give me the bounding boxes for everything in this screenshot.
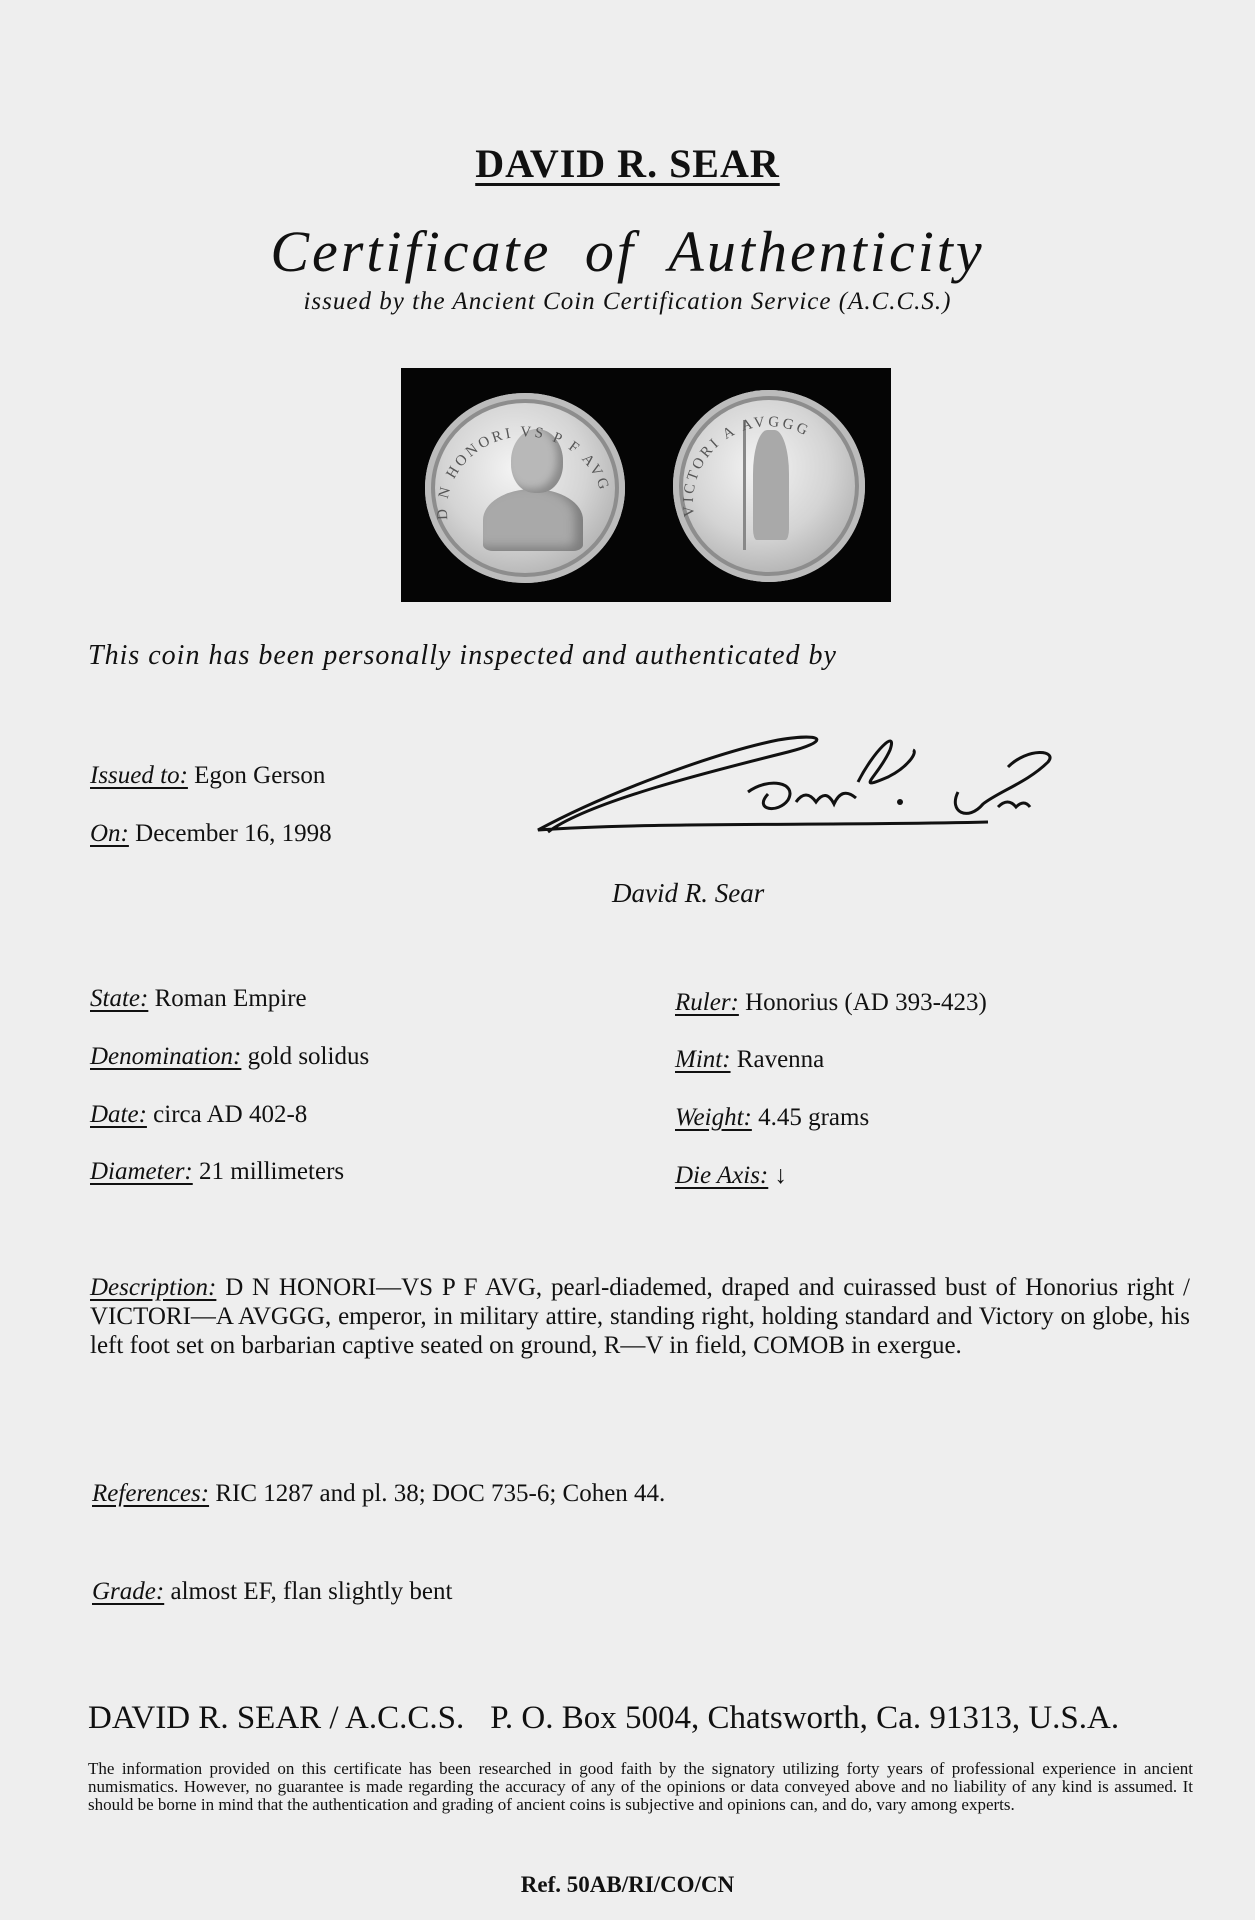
certificate-title: Certificate of Authenticity xyxy=(270,219,985,284)
description-label: Description: xyxy=(90,1274,217,1301)
signer-name: David R. Sear xyxy=(612,878,765,908)
detail-value: Roman Empire xyxy=(154,985,307,1012)
detail-value: ↓ xyxy=(774,1162,788,1189)
detail-mint xyxy=(675,1046,824,1074)
detail-label: Ruler: xyxy=(675,989,739,1016)
references-value: RIC 1287 and pl. 38; DOC 735-6; Cohen 44. xyxy=(215,1480,666,1507)
issue-date-row xyxy=(90,820,332,848)
grade xyxy=(92,1578,452,1606)
detail-state xyxy=(90,985,307,1013)
issued-to-label: Issued to: xyxy=(90,762,188,789)
detail-ruler xyxy=(675,989,987,1017)
description xyxy=(90,1273,1190,1360)
certifier-name xyxy=(0,140,1255,187)
detail-diameter xyxy=(90,1158,344,1186)
detail-label: Weight: xyxy=(675,1104,752,1131)
svg-text:D N HONORI VS P F AVG: D N HONORI VS P F AVG xyxy=(434,424,613,521)
grade-label: Grade: xyxy=(92,1578,165,1605)
footer-address xyxy=(88,1700,1188,1737)
obverse-legend xyxy=(425,393,625,583)
grade-value: almost EF, flan slightly bent xyxy=(170,1578,453,1605)
reverse-legend xyxy=(673,390,865,582)
detail-value: circa AD 402-8 xyxy=(153,1101,308,1128)
issue-date-label: On: xyxy=(90,820,129,847)
references xyxy=(92,1480,665,1508)
detail-label: State: xyxy=(90,985,149,1012)
detail-label: Denomination: xyxy=(90,1043,242,1070)
coin-reverse xyxy=(673,390,865,582)
disclaimer: The information provided on this certificate has been researched in good faith by the signatory utilizing forty years of professional experience in ancient numismatics. However, no guarantee is made regarding the accuracy of any of the opinions or data conveyed above and no liability of any kind is assumed. It should be borne in mind that the authentication and grading of ancient coins is subjective and opinions can, and do, vary among experts. xyxy=(88,1759,1193,1814)
description-value: D N HONORI—VS P F AVG, pearl-diademed, draped and cuirassed bust of Honorius right / VICTORI—A AVGGG, emperor, in military attire, standing right, holding standard and Victory on globe, his left foot set on barbarian captive seated on ground, R—V in field, COMOB in exergue. xyxy=(90,1274,1191,1359)
detail-value: Honorius (AD 393-423) xyxy=(745,989,987,1016)
detail-value: 21 millimeters xyxy=(199,1158,345,1185)
detail-denomination xyxy=(90,1043,369,1071)
detail-die-axis xyxy=(675,1162,787,1190)
certificate-subtitle: issued by the Ancient Coin Certification Service (A.C.C.S.) xyxy=(303,288,952,315)
references-label: References: xyxy=(92,1480,210,1507)
reference-code: Ref. 50AB/RI/CO/CN xyxy=(520,1872,735,1897)
detail-label: Diameter: xyxy=(90,1158,193,1185)
detail-value: Ravenna xyxy=(736,1046,825,1073)
svg-text:VICTORI A AVGGG: VICTORI A AVGGG xyxy=(680,414,813,518)
footer-org: DAVID R. SEAR / A.C.C.S. xyxy=(88,1700,465,1736)
detail-label: Date: xyxy=(90,1101,147,1128)
detail-date xyxy=(90,1101,307,1129)
detail-label: Die Axis: xyxy=(675,1162,769,1189)
certifier-name-text: DAVID R. SEAR xyxy=(475,141,780,186)
handwritten-signature xyxy=(528,722,1068,852)
coin-photograph xyxy=(401,368,891,602)
coin-obverse xyxy=(425,393,625,583)
detail-weight xyxy=(675,1104,869,1132)
detail-value: gold solidus xyxy=(247,1043,370,1070)
issued-to-row xyxy=(90,762,325,790)
detail-label: Mint: xyxy=(675,1046,731,1073)
footer-postal-address: P. O. Box 5004, Chatsworth, Ca. 91313, U.S.A. xyxy=(490,1700,1120,1736)
inspection-statement: This coin has been personally inspected and authenticated by xyxy=(88,640,837,671)
detail-value: 4.45 grams xyxy=(758,1104,870,1131)
issued-to-value: Egon Gerson xyxy=(194,762,326,789)
issue-date-value: December 16, 1998 xyxy=(135,820,332,847)
